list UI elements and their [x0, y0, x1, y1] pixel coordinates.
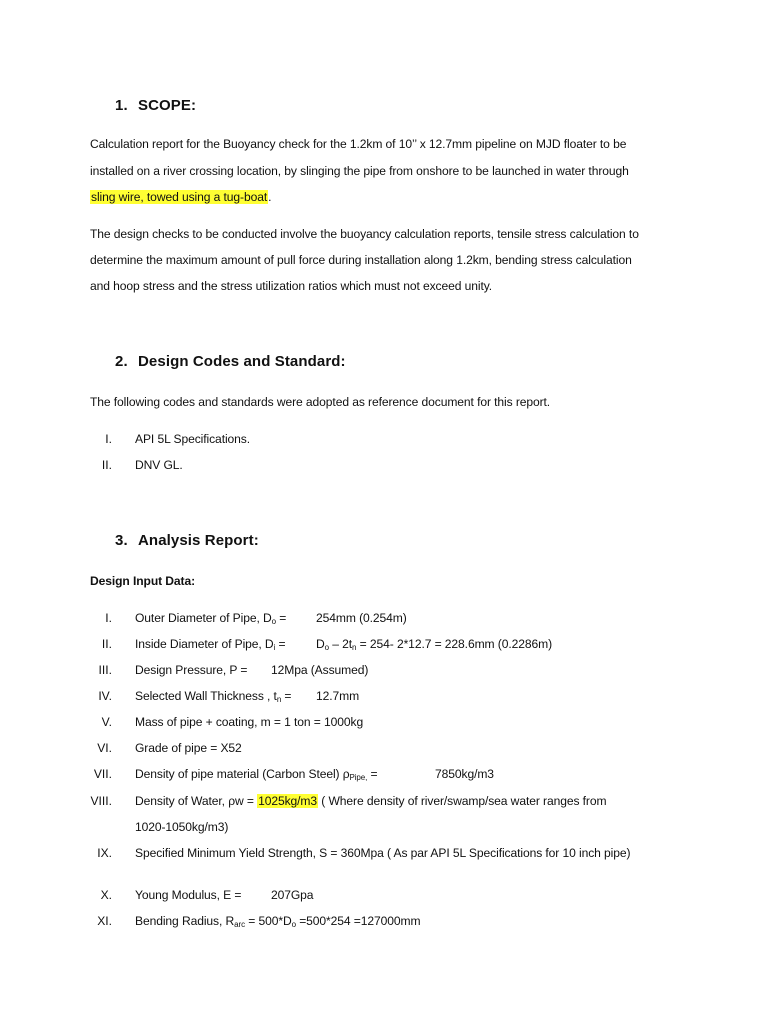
- pipe-density-value: 7850kg/m3: [435, 767, 494, 781]
- pipe-density-label: Density of pipe material (Carbon Steel) $\rho_{Pipe,}$ =: [135, 767, 378, 782]
- design-input-subheading: Design Input Data:: [90, 574, 196, 588]
- scope-para1-line1: Calculation report for the Buoyancy check for the 1.2km of 10’’ x 12.7mm pipeline on MJD floater to be: [90, 137, 627, 151]
- bending-radius-item: Bending Radius, $R_{arc} = 500*D_o =500*254 =127000mm$: [135, 914, 421, 929]
- highlighted-text: 1025kg/m3: [258, 794, 318, 808]
- codes-intro: The following codes and standards were adopted as reference document for this report.: [90, 395, 551, 409]
- section-2-title: Design Codes and Standard:: [138, 353, 346, 370]
- young-modulus-label: Young Modulus, E =: [135, 888, 242, 902]
- list-number: VI.: [97, 741, 112, 755]
- highlighted-text: sling wire, towed using a tug-boat: [91, 190, 268, 204]
- outer-diameter-label: Outer Diameter of Pipe, $D_o$ =: [135, 611, 287, 626]
- list-number: VIII.: [90, 794, 112, 808]
- list-item-api5l: API 5L Specifications.: [135, 432, 250, 446]
- list-number: IX.: [97, 846, 112, 860]
- section-3-number: 3.: [115, 532, 128, 549]
- scope-para2-line3: and hoop stress and the stress utilization ratios which must not exceed unity.: [90, 279, 493, 293]
- list-number: X.: [100, 888, 112, 902]
- design-pressure-label: Design Pressure, P =: [135, 663, 248, 677]
- list-number: IV.: [98, 689, 112, 703]
- list-number: VII.: [93, 767, 112, 781]
- scope-para2-line1: The design checks to be conducted involve the buoyancy calculation reports, tensile stress calculation to: [90, 227, 639, 241]
- list-number: I.: [105, 432, 112, 446]
- design-pressure-value: 12Mpa (Assumed): [271, 663, 369, 677]
- section-3-title: Analysis Report:: [138, 532, 259, 549]
- outer-diameter-value: 254mm (0.254m): [316, 611, 407, 625]
- wall-thickness-label: Selected Wall Thickness , $t_n$ =: [135, 689, 292, 704]
- list-number: III.: [98, 663, 112, 677]
- water-density-line2: 1020-1050kg/m3): [135, 820, 229, 834]
- section-1-heading: [115, 97, 196, 114]
- inside-diameter-value: $D_o - 2t_n = 254-$ 2*12.7 = 228.6mm (0.2286m): [316, 637, 552, 652]
- inside-diameter-label: Inside Diameter of Pipe, $D_i$ =: [135, 637, 286, 652]
- young-modulus-value: 207Gpa: [271, 888, 314, 902]
- section-1-title: SCOPE:: [138, 97, 197, 114]
- mass-item: Mass of pipe + coating, m = 1 ton = 1000kg: [135, 715, 364, 729]
- scope-para1-line3: sling wire, towed using a tug-boat.: [91, 190, 272, 204]
- grade-item: Grade of pipe = X52: [135, 741, 242, 755]
- section-2-heading: [115, 353, 346, 370]
- scope-para1-line2: installed on a river crossing location, by slinging the pipe from onshore to be launched in water through: [90, 164, 629, 178]
- scope-para2-line2: determine the maximum amount of pull force during installation along 1.2km, bending stress calculation: [90, 253, 632, 267]
- yield-strength-item: Specified Minimum Yield Strength, S = 360Mpa ( As par API 5L Specifications for 10 inch pipe): [135, 846, 631, 860]
- list-number: XI.: [97, 914, 112, 928]
- section-3-heading: [115, 532, 259, 549]
- list-number: I.: [105, 611, 112, 625]
- list-number: II.: [101, 458, 112, 472]
- section-2-number: 2.: [115, 353, 128, 370]
- water-density-line1: Density of Water, ρw = 1025kg/m3 ( Where density of river/swamp/sea water ranges from: [135, 794, 607, 808]
- list-number: V.: [101, 715, 112, 729]
- wall-thickness-value: 12.7mm: [316, 689, 360, 703]
- section-1-number: 1.: [115, 97, 128, 114]
- list-item-dnvgl: DNV GL.: [135, 458, 183, 472]
- list-number: II.: [101, 637, 112, 651]
